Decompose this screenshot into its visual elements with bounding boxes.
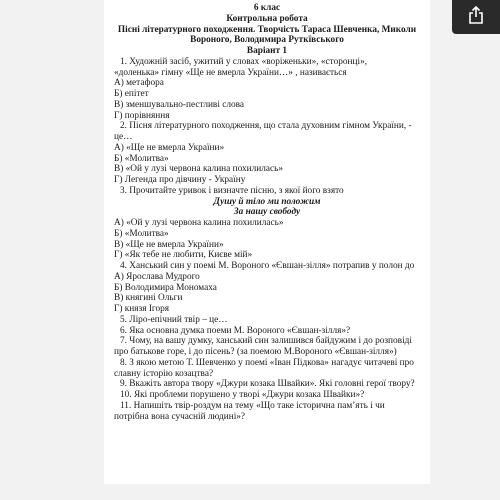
q4-option-a: А) Ярослава Мудрого: [114, 271, 200, 282]
question-11-line-1: 11. Напишіть твір-роздум на тему «Що таке історична пам’ять і чи: [120, 400, 385, 411]
quote-line-1: Душу й тіло ми положим: [213, 196, 321, 207]
q4-option-d: Г) князя Ігоря: [114, 304, 170, 314]
question-7-line-2: про батькове горе, і до пісень? (за поемою М.Вороного «Євшан-зілля»): [114, 347, 397, 357]
question-10: 10. Які проблеми порушено у творі «Джури козака Швайки»?: [120, 390, 365, 400]
q3-option-c: В) «Ще не вмерла України»: [114, 239, 224, 250]
question-4: 4. Ханський син у поемі М. Вороного «Євшан-зілля» потрапив у полон до: [120, 261, 415, 271]
q3-option-d: Г) «Як тебе не любити, Києве мій»: [114, 250, 253, 261]
share-icon[interactable]: [468, 6, 484, 24]
q2-option-d: Г) Легенда про дівчину - Україну: [114, 175, 246, 185]
worksheet-text: [114, 3, 420, 422]
q1-option-c: В) зменшувально-пестливі слова: [114, 99, 245, 110]
q3-option-a: А) «Ой у лузі червона калина похилилась»: [114, 218, 284, 228]
question-11-line-2: потрібна вона сучасній людині»?: [114, 411, 246, 422]
q1-option-d: Г) порівняння: [114, 110, 170, 121]
question-2-line-1: 2. Пісня літературного походження, що стала духовним гімном України, -: [120, 121, 412, 132]
question-7-line-1: 7. Чому, на вашу думку, ханський син залишився байдужим і до розповіді: [120, 336, 412, 347]
q2-option-c: В) «Ой у лузі червона калина похилилась»: [114, 164, 284, 175]
question-6: 6. Яка основна думка поеми М. Вороного «Євшан-зілля»?: [120, 325, 351, 336]
question-1-line-2: «доленька» гімну «Ще не вмерла України…» , називається: [114, 67, 347, 78]
overlay-toolbar: [452, 0, 500, 34]
variant-heading: Варіант 1: [246, 46, 288, 56]
test-title: Контрольна робота: [226, 13, 308, 24]
question-8-line-2: славну історію козацтва?: [114, 368, 214, 379]
quote-line-2: За нашу свободу: [233, 207, 301, 218]
q4-option-b: Б) Володимира Мономаха: [114, 282, 217, 293]
document-page: [104, 0, 430, 484]
q2-option-a: А) «Ще не вмерла України»: [114, 142, 225, 153]
question-3: 3. Прочитайте уривок і визначте пісню, з якої його взято: [120, 185, 344, 196]
topic-line-1: Пісні літературного походження. Творчість Тараса Шевченка, Миколи: [117, 24, 417, 35]
q1-option-a: А) метафора: [114, 78, 164, 89]
question-1-line-1: 1. Художній засіб, ужитий у словах «воріженьки», «сторонці»,: [120, 56, 368, 67]
q2-option-b: Б) «Молитва»: [114, 153, 169, 164]
q3-option-b: Б) «Молитва»: [114, 228, 169, 239]
q1-option-b: Б) епітет: [114, 89, 149, 99]
question-5: 5. Ліро-епічний твір – це…: [120, 314, 228, 325]
question-2-line-2: це…: [114, 132, 133, 142]
topic-line-2: Вороного, Володимира Руткївського: [190, 35, 344, 46]
grade-heading: 6 клас: [253, 3, 281, 13]
question-8-line-1: 8. З якою метою Т. Шевченко у поемі «Іван Підкова» нагадує читачеві про: [120, 357, 414, 368]
q4-option-c: В) княгині Ольги: [114, 293, 183, 304]
question-9: 9. Вкажіть автора твору «Джури козака Швайки». Які головні герої твору?: [120, 379, 415, 390]
